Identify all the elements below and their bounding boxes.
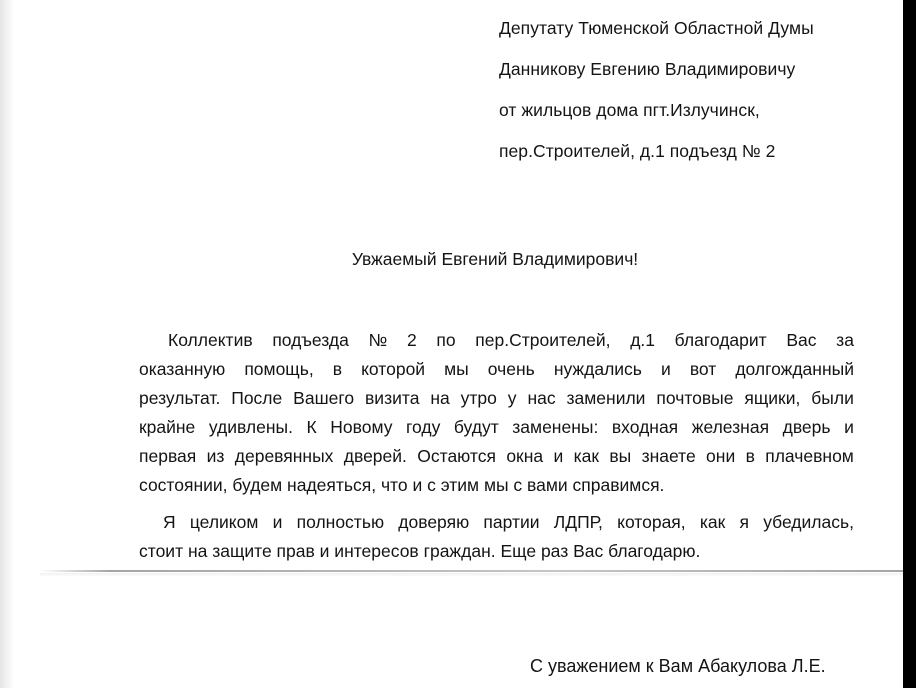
word: плачевном <box>765 446 854 466</box>
word: как <box>699 512 726 532</box>
paragraph-line <box>139 413 854 442</box>
word: и <box>553 446 564 466</box>
word: дверь <box>782 417 831 437</box>
word: как <box>573 446 600 466</box>
body-paragraph-1 <box>139 326 854 500</box>
word: из <box>206 446 225 466</box>
paragraph-line <box>139 326 854 355</box>
word: долгожданный <box>735 359 854 379</box>
word: крайне <box>139 417 196 437</box>
word: результат. <box>139 388 221 408</box>
word: будут <box>453 417 499 437</box>
word: После <box>231 388 283 408</box>
word: пер.Строителей, <box>475 330 611 350</box>
word: по <box>436 330 456 350</box>
word: К <box>306 417 317 437</box>
word: и <box>272 512 283 532</box>
word: они <box>706 446 736 466</box>
paragraph-line <box>139 508 854 537</box>
addressee-line-3: от жильцов дома пгт.Излучинск, <box>499 100 760 120</box>
word: были <box>811 388 854 408</box>
word: первая <box>139 446 197 466</box>
word: помощь, <box>244 359 314 379</box>
word: мы <box>444 359 469 379</box>
paragraph-line: состоянии, будем надеяться, что и с этим мы с вами справимся. <box>139 475 665 495</box>
word: нуждались <box>553 359 642 379</box>
word: у <box>507 388 517 408</box>
word: деревянных <box>234 446 334 466</box>
word: 2 <box>406 330 417 350</box>
word: железная <box>691 417 770 437</box>
letter-body <box>139 326 854 566</box>
word: заменены: <box>512 417 599 437</box>
word: доверяю <box>398 512 470 532</box>
word: окна <box>506 446 544 466</box>
word: которая, <box>617 512 686 532</box>
word: вы <box>609 446 632 466</box>
word: почтовые <box>656 388 734 408</box>
word: вот <box>689 359 717 379</box>
paragraph-line: стоит на защите прав и интересов граждан. Еще раз Вас благодарю. <box>139 541 701 561</box>
word: заменили <box>566 388 646 408</box>
word: д.1 <box>630 330 655 350</box>
word: Коллектив <box>168 330 253 350</box>
word: в <box>332 359 343 379</box>
word: нас <box>527 388 556 408</box>
word: оказанную <box>139 359 226 379</box>
paragraph-line <box>139 355 854 384</box>
word: знаете <box>641 446 696 466</box>
paragraph-line <box>139 442 854 471</box>
word: Вашего <box>293 388 355 408</box>
signature-line: С уважением к Вам Абакулова Л.Е. <box>530 656 826 676</box>
word: убедилась, <box>763 512 854 532</box>
word: году <box>406 417 441 437</box>
word: ЛДПР, <box>553 512 603 532</box>
paper-fold-shadow <box>40 573 903 577</box>
word: утро <box>460 388 497 408</box>
word: № <box>368 330 388 350</box>
word: и <box>844 417 854 437</box>
word: визита <box>365 388 420 408</box>
word: на <box>430 388 450 408</box>
body-paragraph-2 <box>139 508 854 566</box>
addressee-line-1: Депутату Тюменской Областной Думы <box>499 18 814 38</box>
word: благодарит <box>674 330 767 350</box>
salutation: Увжаемый Евгений Владимирович! <box>351 249 639 269</box>
word: в <box>745 446 755 466</box>
word: Вас <box>786 330 817 350</box>
word: я <box>739 512 749 532</box>
word: за <box>836 330 854 350</box>
word: подъезда <box>272 330 349 350</box>
word: входная <box>611 417 679 437</box>
word: партии <box>483 512 540 532</box>
word: Новому <box>330 417 393 437</box>
word: ящики, <box>744 388 801 408</box>
addressee-line-2: Данникову Евгению Владимировичу <box>499 59 796 79</box>
word: Я <box>163 512 176 532</box>
word: Остаются <box>417 446 496 466</box>
word: которой <box>361 359 426 379</box>
word: очень <box>487 359 535 379</box>
word: полностью <box>296 512 385 532</box>
word: удивлены. <box>208 417 293 437</box>
word: дверей. <box>343 446 407 466</box>
paper-fold-line <box>40 570 903 572</box>
addressee-line-4: пер.Строителей, д.1 подъезд № 2 <box>499 141 776 161</box>
word: целиком <box>189 512 259 532</box>
addressee-block <box>499 18 899 182</box>
word: и <box>660 359 671 379</box>
paragraph-line <box>139 384 854 413</box>
